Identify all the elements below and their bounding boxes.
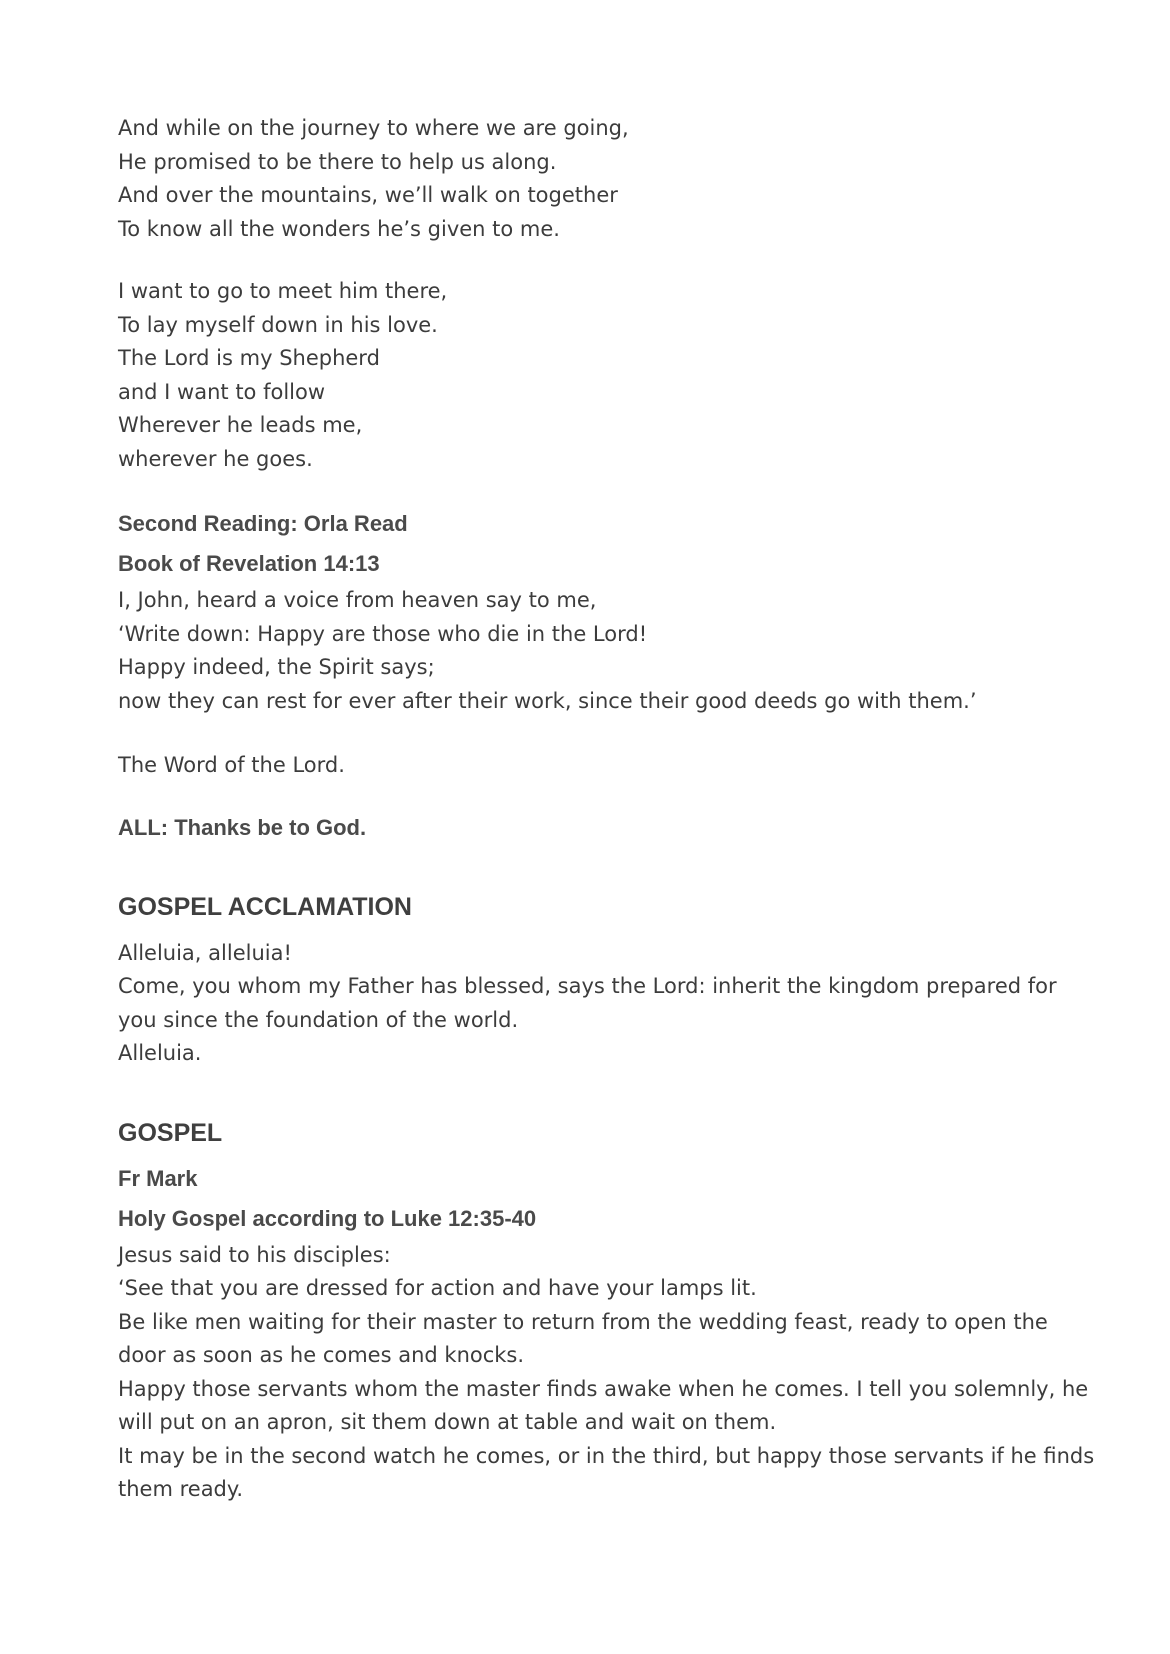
acclamation-line: Alleluia. [118,1041,202,1065]
hymn-line: The Lord is my Shepherd [118,346,380,370]
gospel-text [118,1239,1098,1507]
reading-line: I, John, heard a voice from heaven say to me, [118,588,597,612]
second-reading-text [118,584,1098,718]
gospel-heading: GOSPEL [118,1118,223,1147]
gospel-acclamation-section [118,889,1098,1071]
hymn-stanza-2 [118,275,1098,476]
reading-response: ALL: Thanks be to God. [118,814,367,840]
second-reading-title: Second Reading: Orla Read [118,511,408,536]
reading-line: Happy indeed, the Spirit says; [118,655,435,679]
gospel-reference: Holy Gospel according to Luke 12:35-40 [118,1205,537,1231]
gospel-section [118,1115,1098,1507]
reading-line: now they can rest for ever after their work, since their good deeds go with them.’ [118,688,977,713]
hymn-line: And while on the journey to where we are going, [118,116,629,140]
gospel-line: Be like men waiting for their master to return from the wedding feast, ready to open the door as soon as he comes and knocks. [118,1309,1048,1367]
gospel-acclamation-heading: GOSPEL ACCLAMATION [118,892,412,921]
acclamation-line: Alleluia, alleluia! [118,940,292,965]
gospel-line: It may be in the second watch he comes, or in the third, but happy those servants if he finds them ready. [118,1443,1095,1501]
document-page [118,112,1098,1507]
gospel-line: Happy those servants whom the master finds awake when he comes. I tell you solemnly, he will put on an apron, sit them down at table and wait on them. [118,1376,1089,1434]
hymn-line: And over the mountains, we’ll walk on together [118,183,618,207]
hymn-line: and I want to follow [118,379,326,404]
hymn-stanza-1 [118,112,1098,246]
second-reading-section [118,508,1098,844]
acclamation-line: Come, you whom my Father has blessed, says the Lord: inherit the kingdom prepared for you since the foundation of the world. [118,974,1057,1032]
second-reading-reference: Book of Revelation 14:13 [118,551,380,576]
reading-line: ‘Write down: Happy are those who die in the Lord! [118,621,648,646]
reading-closing: The Word of the Lord. [118,753,345,777]
gospel-reader: Fr Mark [118,1165,198,1191]
hymn-line: He promised to be there to help us along. [118,149,557,174]
hymn-line: To lay myself down in his love. [118,312,438,337]
gospel-line: ‘See that you are dressed for action and have your lamps lit. [118,1276,757,1300]
gospel-line: Jesus said to his disciples: [118,1242,391,1267]
hymn-line: wherever he goes. [118,446,313,471]
hymn-line: Wherever he leads me, [118,413,363,437]
hymn-line: To know all the wonders he’s given to me. [118,216,560,241]
hymn-line: I want to go to meet him there, [118,279,448,303]
